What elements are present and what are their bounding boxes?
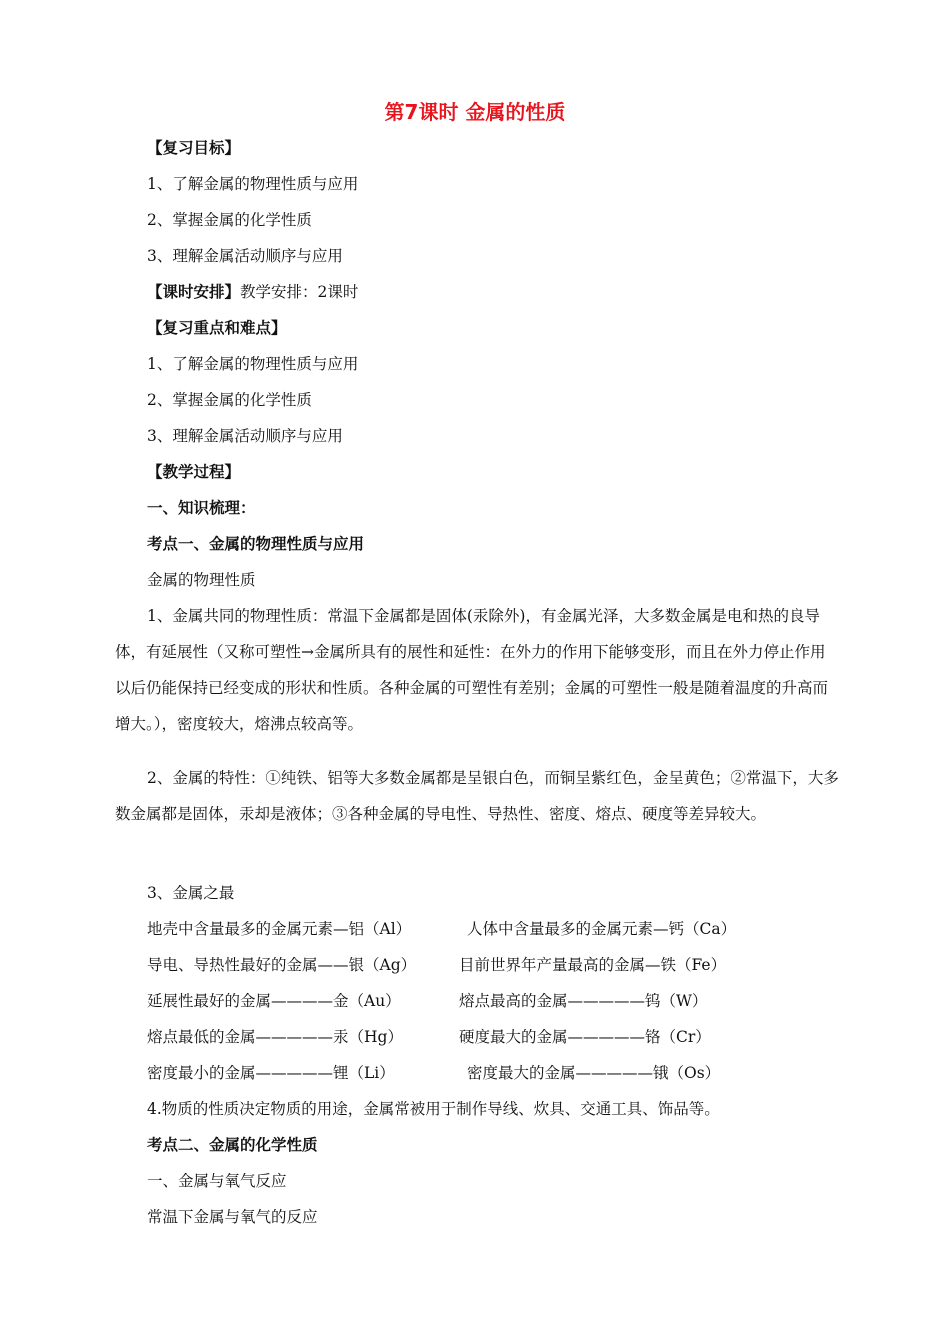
keypoint-item: 2、掌握金属的化学性质 — [147, 391, 312, 409]
superlative-right: 熔点最高的金属—————钨（W） — [459, 992, 708, 1010]
paragraph-common-properties: 1、金属共同的物理性质：常温下金属都是固体(汞除外)，有金属光泽，大多数金属是电和热的良导体，有延展性（又称可塑性→金属所具有的展性和延性：在外力的作用下能够变形，而且在外力停止作用以后仍能保持已经变成的形状和性质。各种金属的可塑性有差别；金属的可塑性一般是随着温度的升高而增大。），密度较大，熔沸点较高等。 — [115, 607, 829, 733]
topic-heading: 考点二、金属的化学性质 — [147, 1136, 318, 1154]
uses-paragraph: 4.物质的性质决定物质的用途，金属常被用于制作导线、炊具、交通工具、饰品等。 — [147, 1100, 720, 1118]
superlatives-heading: 3、金属之最 — [147, 884, 235, 902]
section-heading: 一、知识梳理： — [147, 499, 256, 517]
subheading: 金属的物理性质 — [147, 571, 256, 589]
superlative-row — [147, 1062, 847, 1084]
subheading: 常温下金属与氧气的反应 — [147, 1208, 318, 1226]
schedule-text: 教学安排：2课时 — [240, 283, 359, 301]
superlative-left: 熔点最低的金属—————汞（Hg） — [147, 1028, 403, 1046]
superlative-left: 地壳中含量最多的金属元素—铝（Al） — [147, 920, 412, 938]
superlative-right: 硬度最大的金属—————铬（Cr） — [459, 1028, 711, 1046]
process-heading: 【教学过程】 — [147, 463, 241, 481]
goal-item: 2、掌握金属的化学性质 — [147, 211, 312, 229]
subheading: 一、金属与氧气反应 — [147, 1172, 287, 1190]
topic-heading: 考点一、金属的物理性质与应用 — [147, 535, 365, 553]
goals-heading: 【复习目标】 — [147, 139, 241, 157]
superlative-left: 导电、导热性最好的金属——银（Ag） — [147, 956, 417, 974]
keypoints-heading: 【复习重点和难点】 — [147, 319, 287, 337]
superlative-left: 密度最小的金属—————锂（Li） — [147, 1064, 395, 1082]
superlative-row — [147, 918, 847, 940]
superlative-right: 目前世界年产量最高的金属—铁（Fe） — [459, 956, 727, 974]
keypoint-item: 3、理解金属活动顺序与应用 — [147, 427, 343, 445]
goal-item: 3、理解金属活动顺序与应用 — [147, 247, 343, 265]
superlative-right: 密度最大的金属—————锇（Os） — [467, 1064, 721, 1082]
goal-item: 1、了解金属的物理性质与应用 — [147, 175, 359, 193]
schedule-heading: 【课时安排】 — [147, 283, 241, 301]
page-title: 第7课时 金属的性质 — [384, 100, 566, 124]
superlative-left: 延展性最好的金属————金（Au） — [147, 992, 401, 1010]
superlative-row — [147, 954, 847, 976]
superlative-right: 人体中含量最多的金属元素—钙（Ca） — [467, 920, 737, 938]
superlative-row — [147, 990, 847, 1012]
keypoint-item: 1、了解金属的物理性质与应用 — [147, 355, 359, 373]
superlative-row — [147, 1026, 847, 1048]
paragraph-special-properties: 2、金属的特性：①纯铁、铝等大多数金属都是呈银白色，而铜呈紫红色，金呈黄色；②常温下，大多数金属都是固体，汞却是液体；③各种金属的导电性、导热性、密度、熔点、硬度等差异较大。 — [115, 769, 839, 823]
schedule-line — [147, 281, 847, 303]
